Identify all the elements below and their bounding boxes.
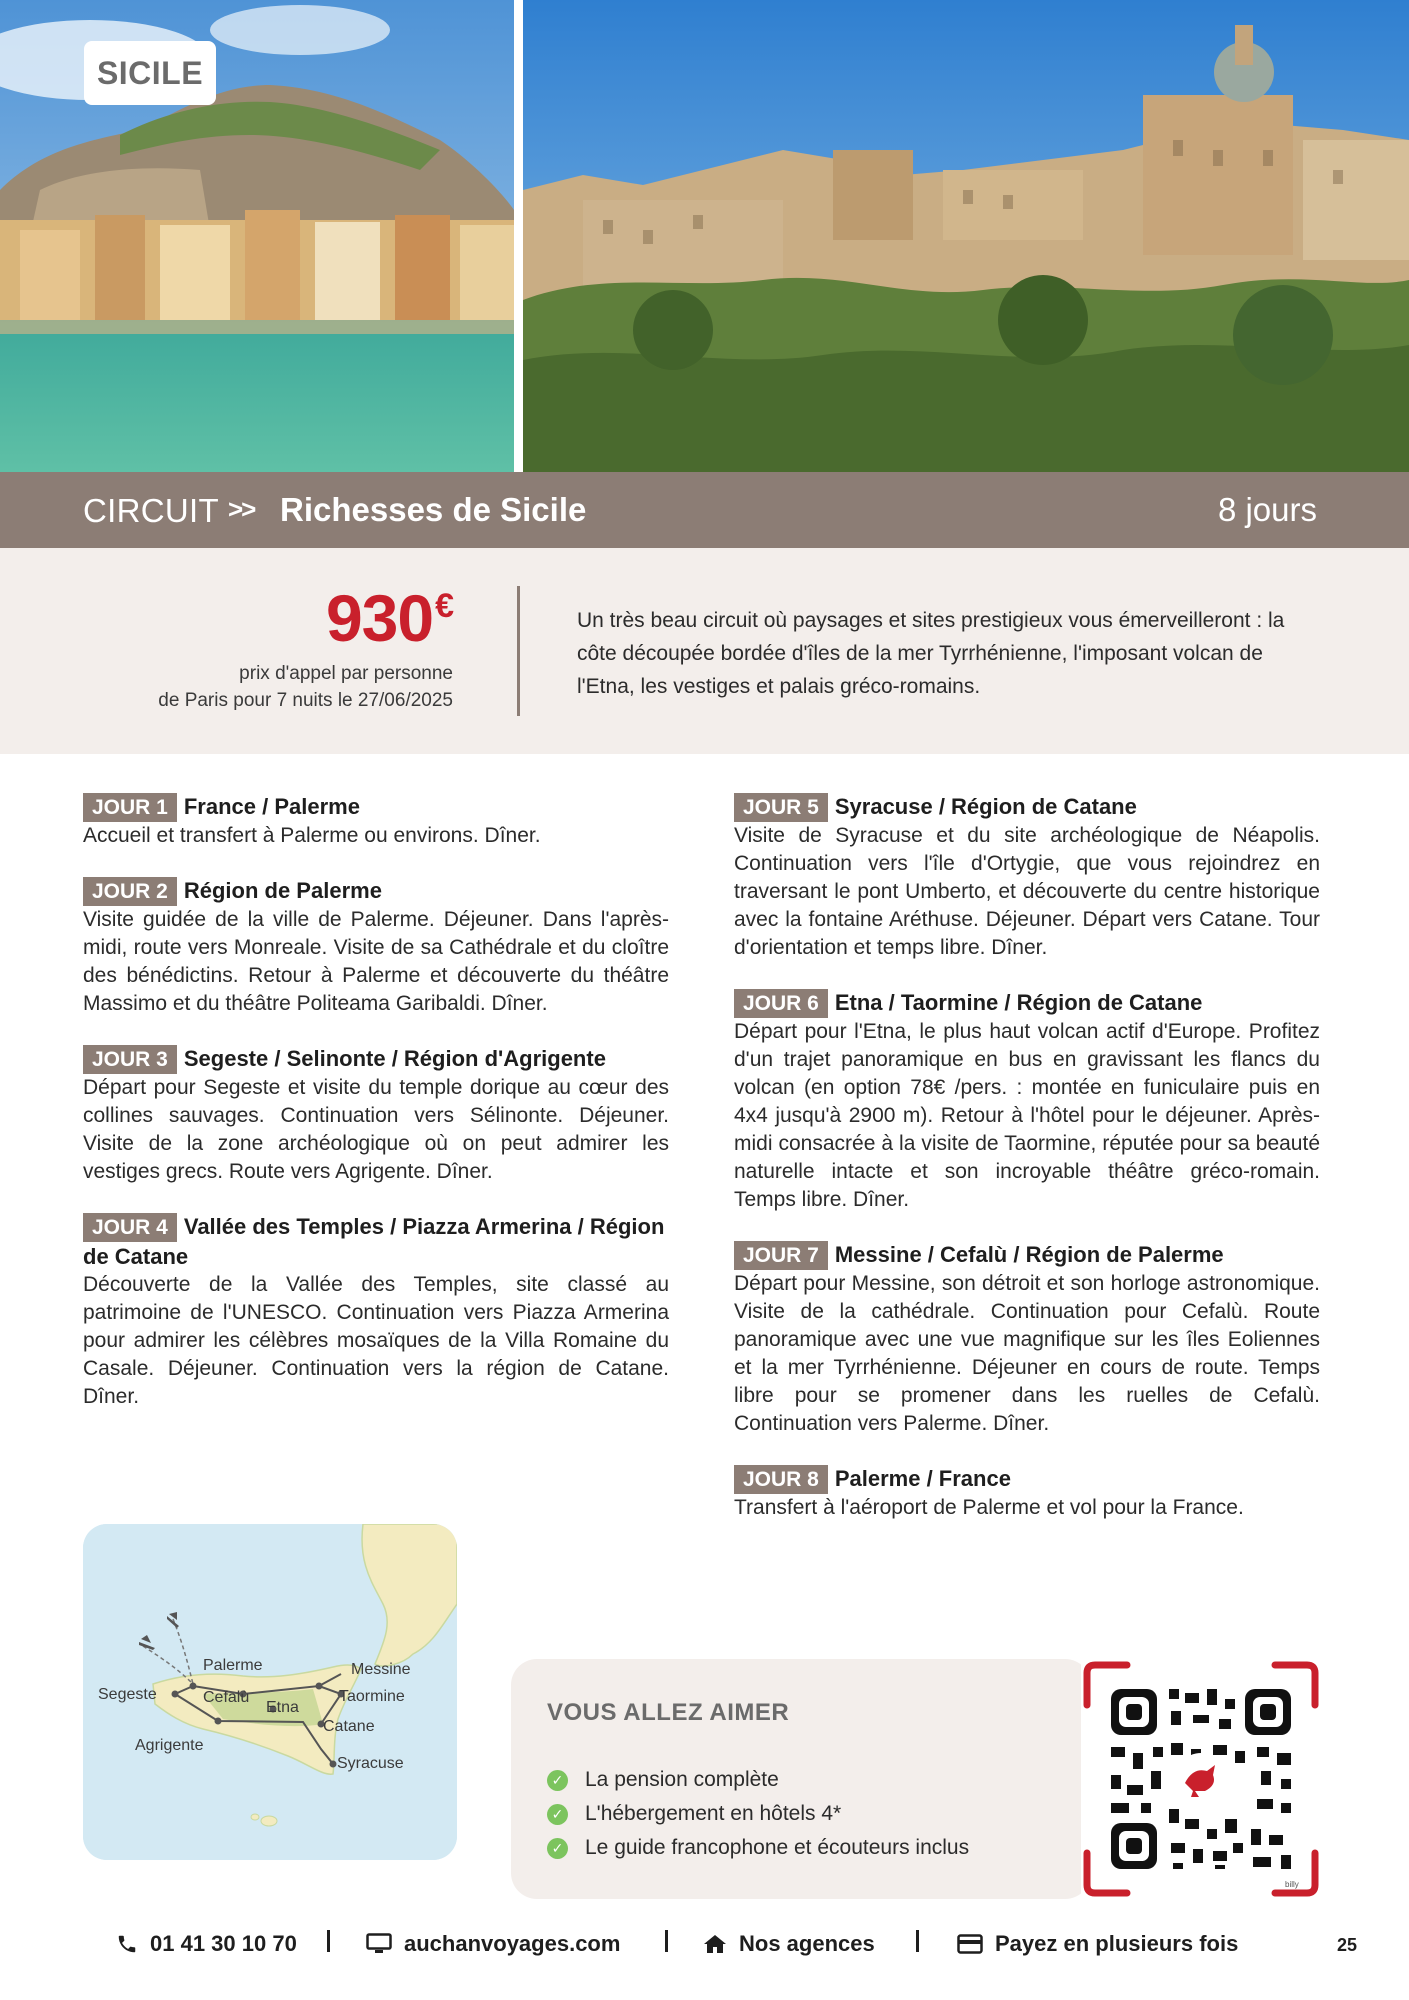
day-badge: JOUR 4	[83, 1213, 177, 1242]
highlights-box	[511, 1659, 1091, 1899]
itinerary-map	[83, 1524, 457, 1860]
day-badge: JOUR 1	[83, 793, 177, 822]
day-badge: JOUR 2	[83, 877, 177, 906]
map-label-agrigente: Agrigente	[135, 1737, 204, 1754]
day-title: Région de Palerme	[183, 878, 382, 903]
price-amount: 930€	[325, 581, 453, 655]
day-text: Visite guidée de la ville de Palerme. Déjeuner. Dans l'après-midi, route vers Monreale. Visite de sa Cathédrale et du cloître des bénédictins. Retour à Palerme et découverte du théâtre Massimo et du théâtre Politeama Garibaldi. Dîner.	[83, 908, 669, 1015]
day-title: France / Palerme	[183, 794, 360, 819]
map-label-syracuse: Syracuse	[337, 1755, 404, 1772]
price-note: prix d'appel par personne de Paris pour 7 nuits le 27/06/2025	[158, 663, 453, 711]
footer-payment[interactable]: Payez en plusieurs fois	[957, 1931, 1238, 1957]
day-item	[734, 988, 1320, 1214]
footer	[0, 1925, 1409, 1965]
price-divider	[517, 586, 520, 716]
day-text: Découverte de la Vallée des Temples, site classé au patrimoine de l'UNESCO. Continuation vers Piazza Armerina pour admirer les célèbres mosaïques de la Villa Romaine du Casale. Déjeuner. Continuation vers la région de Catane. Dîner.	[83, 1273, 669, 1408]
page-number: 25	[1337, 1935, 1358, 1955]
day-item	[734, 1464, 1320, 1522]
circuit-title: Richesses de Sicile	[280, 491, 587, 528]
piazza-armerina-photo	[523, 0, 1409, 472]
footer-agencies[interactable]: Nos agences	[703, 1931, 875, 1957]
highlights-list	[547, 1763, 969, 1865]
home-icon	[703, 1933, 727, 1955]
day-item	[734, 1240, 1320, 1438]
currency-symbol: €	[435, 587, 453, 625]
footer-divider	[916, 1930, 919, 1952]
day-item	[83, 876, 669, 1018]
map-label-taormine: Taormine	[339, 1688, 405, 1705]
day-badge: JOUR 8	[734, 1465, 828, 1494]
bird-logo-icon	[1175, 1753, 1227, 1805]
circuit-duration: 8 jours	[1217, 491, 1317, 528]
highlight-item: ✓ Le guide francophone et écouteurs inclus	[547, 1831, 969, 1865]
map-label-palerme: Palerme	[203, 1657, 263, 1674]
credit-card-icon	[957, 1934, 983, 1954]
footer-website[interactable]: auchanvoyages.com	[366, 1931, 620, 1957]
day-title: Messine / Cefalù / Région de Palerme	[834, 1242, 1224, 1267]
phone-icon	[116, 1933, 138, 1955]
day-badge: JOUR 3	[83, 1045, 177, 1074]
itinerary-right-column	[734, 792, 1320, 1548]
day-text: Transfert à l'aéroport de Palerme et vol pour la France.	[734, 1496, 1244, 1519]
footer-divider	[327, 1930, 330, 1952]
map-label-cefalu: Cefalù	[203, 1689, 250, 1706]
monitor-icon	[366, 1933, 392, 1955]
day-title: Syracuse / Région de Catane	[834, 794, 1137, 819]
title-band	[0, 472, 1409, 548]
day-text: Départ pour Segeste et visite du temple dorique au cœur des collines sauvages. Continuation vers Sélinonte. Déjeuner. Visite de la zone archéologique où on peut admirer les vestiges grecs. Route vers Agrigente. Dîner.	[83, 1076, 669, 1183]
footer-divider	[665, 1930, 668, 1952]
map-label-catane: Catane	[323, 1718, 375, 1735]
check-icon: ✓	[547, 1838, 568, 1859]
footer-phone[interactable]: 01 41 30 10 70	[116, 1931, 297, 1957]
day-text: Départ pour Messine, son détroit et son horloge astronomique. Visite de la cathédrale. Continuation pour Cefalù. Route panoramique avec une vue magnifique sur les îles Eoliennes et la mer Tyrrhénienne. Déjeuner en cours de route. Temps libre pour se promener dans les ruelles de Cefalù. Continuation vers Palerme. Dîner.	[734, 1272, 1320, 1435]
highlight-item: ✓ L'hébergement en hôtels 4*	[547, 1797, 969, 1831]
circuit-label: CIRCUIT	[83, 492, 219, 529]
day-badge: JOUR 5	[734, 793, 828, 822]
map-label-segeste: Segeste	[98, 1686, 157, 1703]
highlights-title: VOUS ALLEZ AIMER	[547, 1699, 790, 1726]
day-item	[83, 1212, 669, 1411]
highlight-item: ✓ La pension complète	[547, 1763, 969, 1797]
itinerary-left-column	[83, 792, 669, 1437]
cefalu-photo	[0, 0, 514, 472]
day-title: Palerme / France	[834, 1466, 1011, 1491]
chevron-right-icon: >>	[228, 494, 255, 524]
check-icon: ✓	[547, 1804, 568, 1825]
day-item	[734, 792, 1320, 962]
map-label-messine: Messine	[351, 1661, 411, 1678]
day-text: Départ pour l'Etna, le plus haut volcan actif d'Europe. Profitez d'un trajet panoramique en bus en gravissant les flancs du volcan (en option 78€ /pers. : montée en funiculaire puis en 4x4 jusqu'à 2900 m). Retour à l'hôtel pour le déjeuner. Après-midi consacrée à la visite de Taormine, réputée pour sa beauté naturelle intacte et son incroyable théâtre gréco-romain. Temps libre. Dîner.	[734, 1020, 1320, 1211]
check-icon: ✓	[547, 1770, 568, 1791]
day-title: Vallée des Temples / Piazza Armerina / Région de Catane	[83, 1214, 665, 1269]
intro-text: Un très beau circuit où paysages et sites prestigieux vous émerveilleront : la côte découpée bordée d'îles de la mer Tyrrhénienne, l'imposant volcan de l'Etna, les vestiges et palais gréco-romains.	[577, 609, 1285, 698]
qr-code[interactable]	[1081, 1659, 1321, 1899]
day-text: Accueil et transfert à Palerme ou environs. Dîner.	[83, 824, 541, 847]
day-item	[83, 1044, 669, 1186]
region-tag: SICILE	[84, 41, 216, 105]
map-label-etna: Etna	[266, 1699, 299, 1716]
day-title: Segeste / Selinonte / Région d'Agrigente	[183, 1046, 606, 1071]
day-title: Etna / Taormine / Région de Catane	[834, 990, 1203, 1015]
price-box	[0, 548, 1409, 754]
day-item	[83, 792, 669, 850]
day-badge: JOUR 6	[734, 989, 828, 1018]
day-badge: JOUR 7	[734, 1241, 828, 1270]
qr-caption: billy	[1285, 1880, 1299, 1889]
day-text: Visite de Syracuse et du site archéologique de Néapolis. Continuation vers l'île d'Ortygie, que vous rejoindrez en traversant le pont Umberto, et découverte du centre historique avec la fontaine Aréthuse. Déjeuner. Départ vers Catane. Tour d'orientation et temps libre. Dîner.	[734, 824, 1320, 959]
